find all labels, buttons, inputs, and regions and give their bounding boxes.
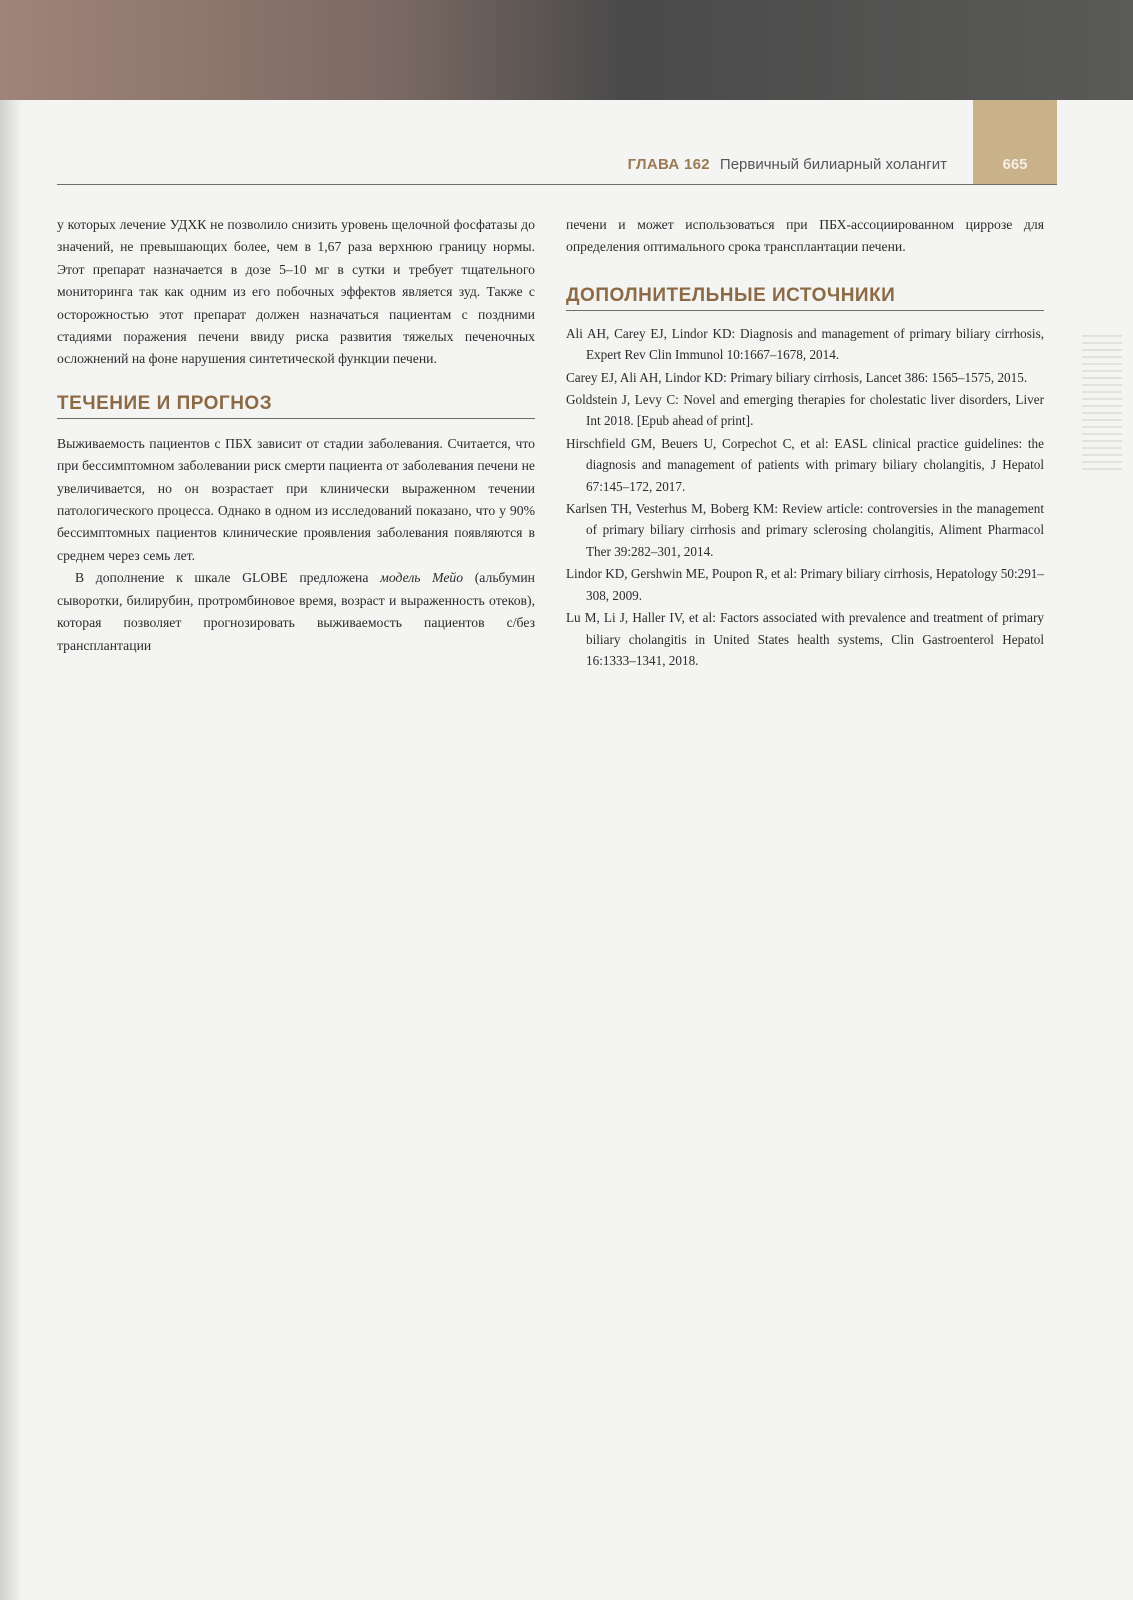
- reference-item: Hirschfield GM, Beuers U, Corpechot C, et al: EASL clinical practice guidelines: the diagnosis and management of patients with primary biliary cholangitis, J Hepatol 67:145–172, 2017.: [566, 435, 1044, 494]
- section-title-course-prognosis: ТЕЧЕНИЕ И ПРОГНОЗ: [57, 393, 535, 419]
- page-number-tab: [973, 100, 1057, 184]
- reference-item: Karlsen TH, Vesterhus M, Boberg KM: Review article: controversies in the management of primary biliary cirrhosis and primary sclerosing cholangitis, Aliment Pharmacol Ther 39:282–301, 2014.: [566, 501, 1044, 559]
- paragraph-2-start: В дополнение к шкале GLOBE предложена: [75, 570, 381, 586]
- header-chapter: [628, 156, 947, 173]
- prognosis-paragraph-1: Выживаемость пациентов с ПБХ зависит от стадии заболевания. Считается, что при бессимптомном заболевании риск смерти пациента от заболевания печени не увеличивается, но он возрастает при клинически выраженном течении патологического процесса. Однако в одном из исследований показано, что у 90% бессимптомных пациентов клинические проявления заболевания появляются в среднем через семь лет.: [57, 435, 535, 563]
- right-column: [566, 214, 1044, 672]
- section-title-references: ДОПОЛНИТЕЛЬНЫЕ ИСТОЧНИКИ: [566, 285, 1044, 311]
- chapter-label: ГЛАВА 162: [627, 156, 710, 173]
- continued-paragraph: печени и может использоваться при ПБХ-ассоциированном циррозе для определения оптимального срока трансплантации печени.: [566, 217, 1044, 255]
- intro-paragraph: у которых лечение УДХК не позволило снизить уровень щелочной фосфатазы до значений, не превышающих более, чем в 1,67 раза верхнюю границу нормы. Этот препарат назначается в дозе 5–10 мг в сутки и требует тщательного мониторинга так как одним из его побочных эффектов является зуд. Также с осторожностью этот препарат должен назначаться пациентам с поздними стадиями поражения печени ввиду риска развития тяжелых печеночных осложнений на фоне нарушения синтетической функции печени.: [57, 217, 535, 367]
- chapter-title: Первичный билиарный холангит: [719, 156, 947, 173]
- page-number: 665: [1002, 156, 1028, 173]
- reference-item: Carey EJ, Ali AH, Lindor KD: Primary biliary cirrhosis, Lancet 386: 1565–1575, 2015.: [566, 369, 1028, 385]
- reference-item: Goldstein J, Levy C: Novel and emerging therapies for cholestatic liver disorders, Liver Int 2018. [Epub ahead of print].: [566, 392, 1044, 429]
- paragraph-2-end: (альбумин сыворотки, билирубин, протромбиновое время, возраст и выраженность отеков), которая позволяет прогнозировать выживаемость пациентов с/без трансплантации: [57, 570, 535, 653]
- running-header: [57, 152, 1057, 185]
- reference-list: [566, 323, 1044, 672]
- prognosis-paragraph-2: [57, 567, 535, 657]
- reference-item: Lindor KD, Gershwin ME, Poupon R, et al: Primary biliary cirrhosis, Hepatology 50:291–308, 2009.: [566, 566, 1044, 603]
- reference-item: Ali AH, Carey EJ, Lindor KD: Diagnosis and management of primary biliary cirrhosis, Expert Rev Clin Immunol 10:1667–1678, 2014.: [566, 325, 1044, 363]
- left-column: [57, 214, 535, 657]
- scan-top-band: [0, 0, 1133, 100]
- page-gutter-shadow: [0, 100, 22, 1600]
- page-edge-marks: [1082, 335, 1122, 475]
- mayo-model-term: модель Мейо: [380, 570, 464, 586]
- reference-item: Lu M, Li J, Haller IV, et al: Factors associated with prevalence and treatment of primary biliary cholangitis in United States health systems, Clin Gastroenterol Hepatol 16:1333–1341, 2018.: [566, 610, 1044, 668]
